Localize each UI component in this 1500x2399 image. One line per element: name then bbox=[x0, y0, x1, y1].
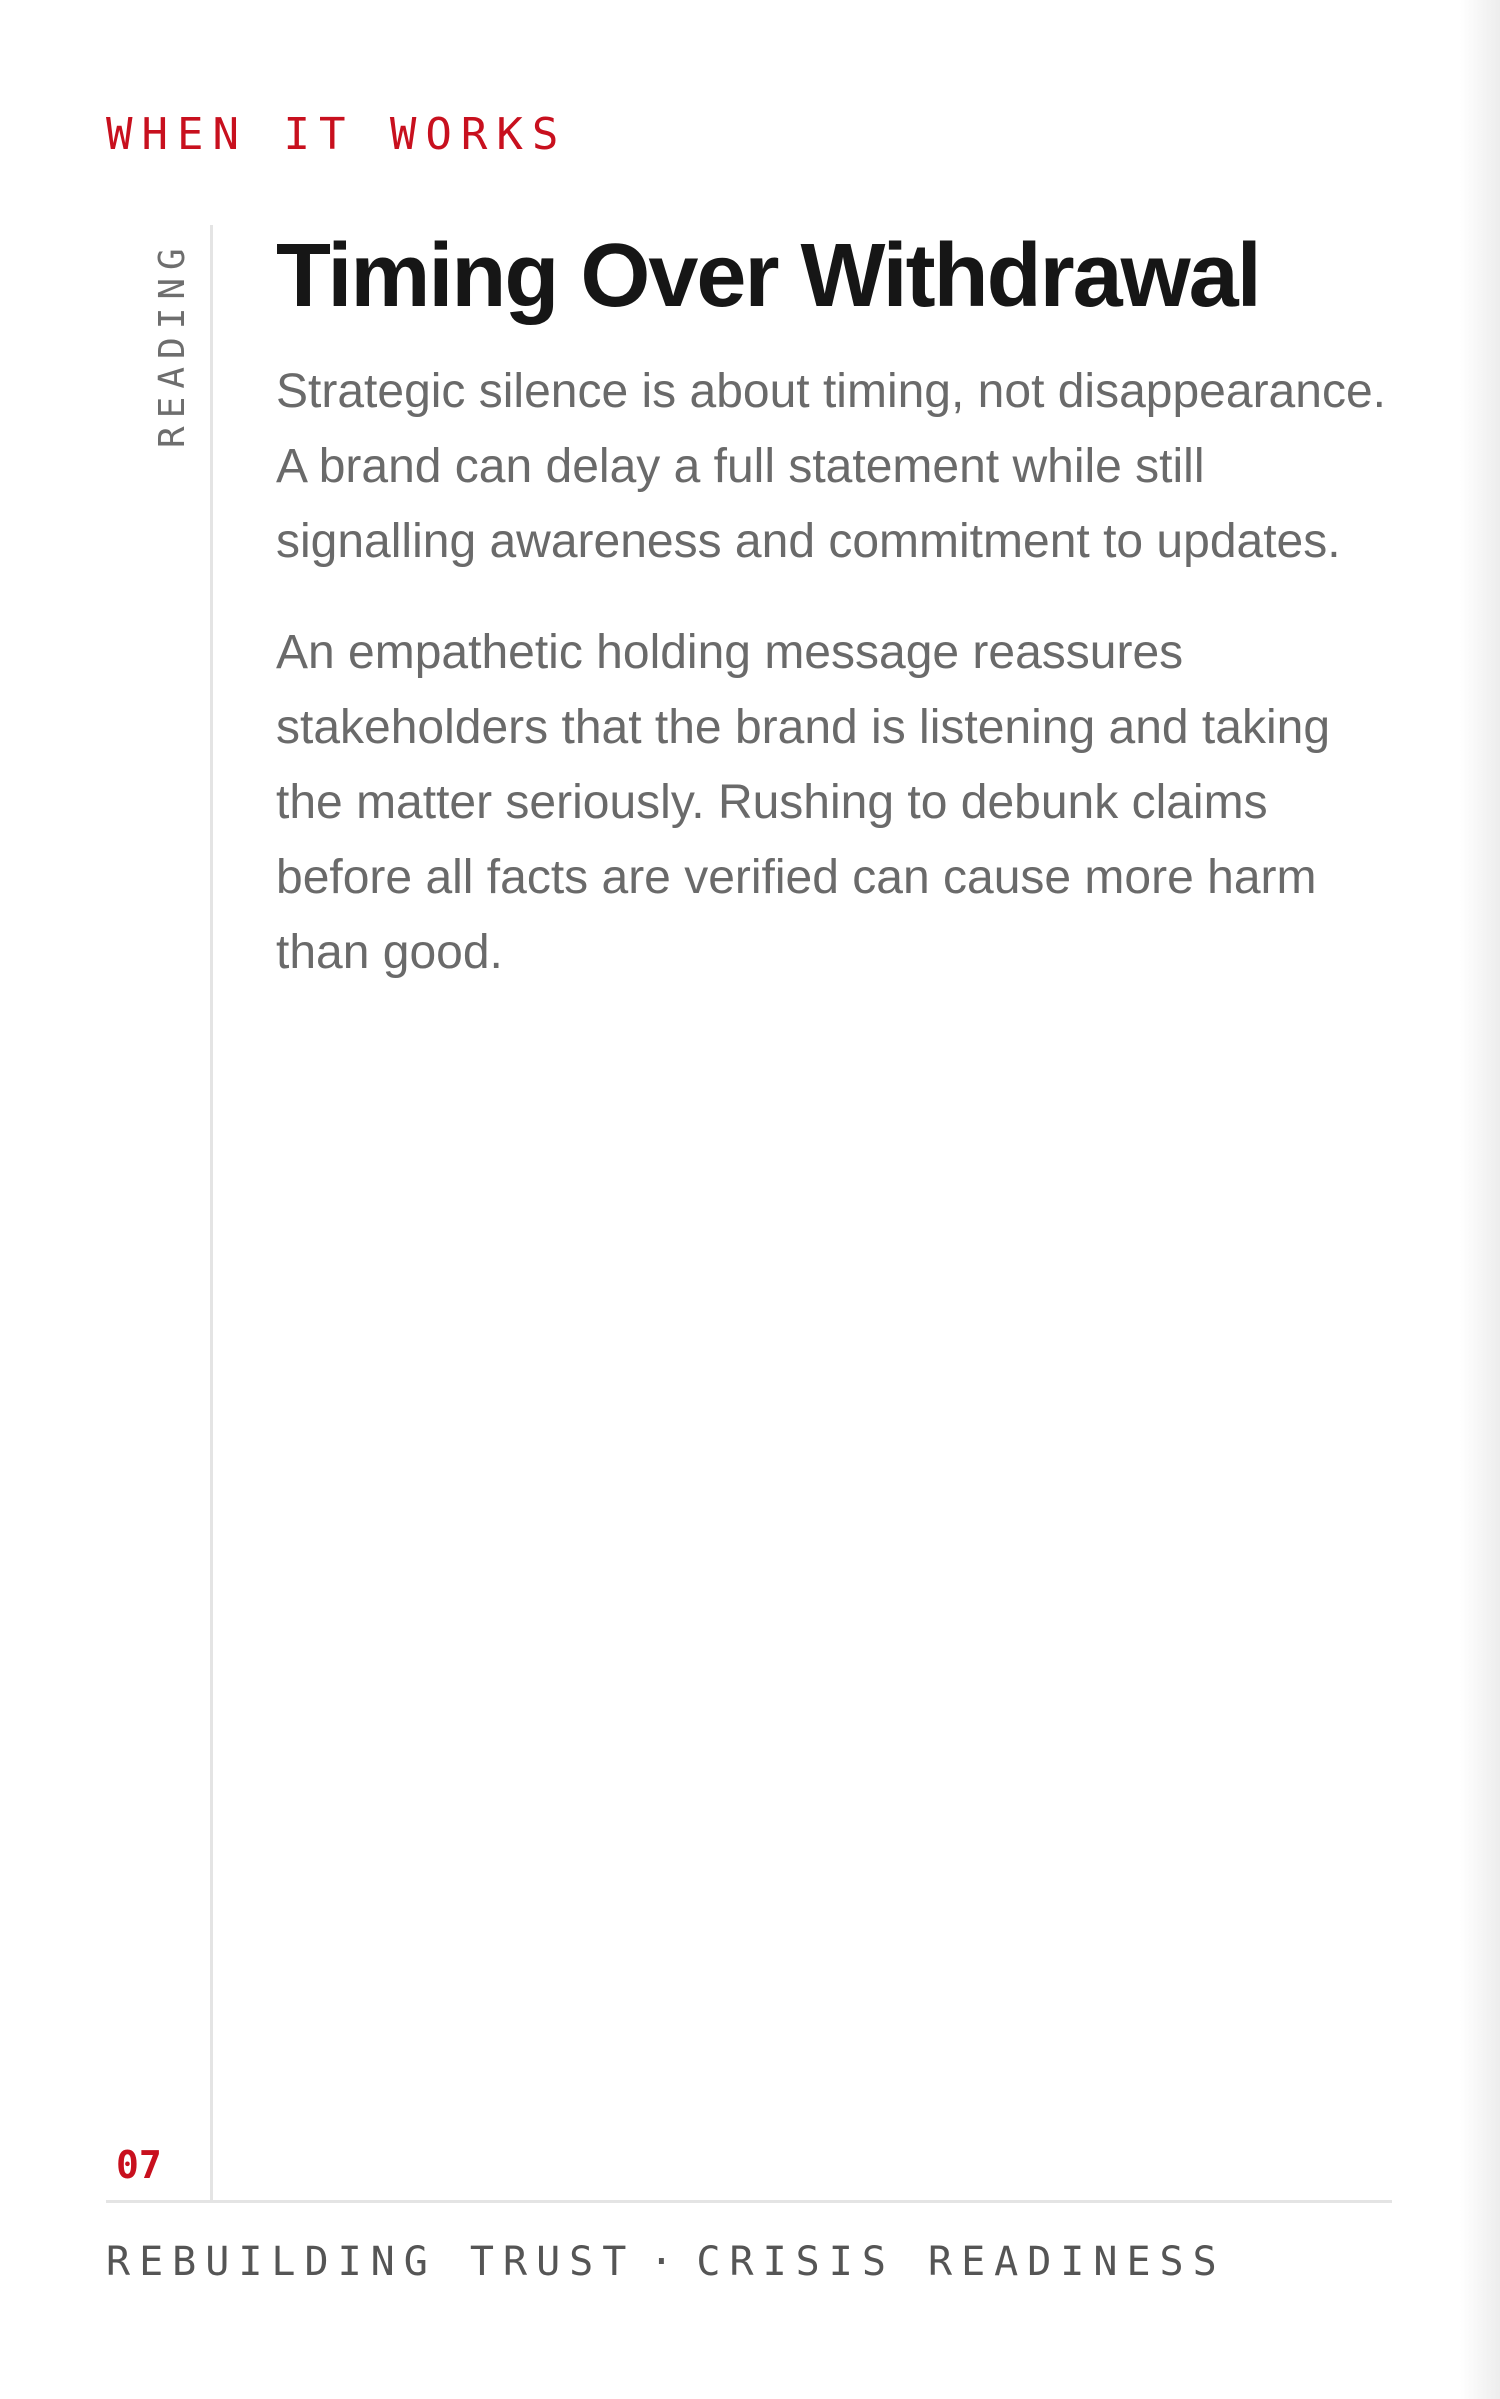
page-number: 07 bbox=[116, 2143, 162, 2187]
footer-series-title: REBUILDING TRUST bbox=[106, 2239, 636, 2285]
footer-divider bbox=[106, 2200, 1392, 2203]
section-eyebrow: WHEN IT WORKS bbox=[106, 109, 568, 160]
footer-separator: · bbox=[649, 2239, 683, 2285]
footer-section-title: CRISIS READINESS bbox=[696, 2239, 1226, 2285]
vertical-divider bbox=[210, 225, 213, 2200]
footer-breadcrumb bbox=[106, 2234, 1226, 2290]
article-content bbox=[276, 222, 1386, 990]
article-paragraph-1: Strategic silence is about timing, not disappearance. A brand can delay a full statement while still signalling awareness and commitment to updates. bbox=[276, 365, 1386, 568]
article-title: Timing Over Withdrawal bbox=[276, 226, 1260, 326]
page-edge-shadow bbox=[1460, 0, 1500, 2399]
article-paragraph-2: An empathetic holding message reassures stakeholders that the brand is listening and taking the matter seriously. Rushing to debunk claims before all facts are verified can cause more harm than good. bbox=[276, 626, 1331, 979]
side-reading-label: READING bbox=[152, 240, 193, 448]
